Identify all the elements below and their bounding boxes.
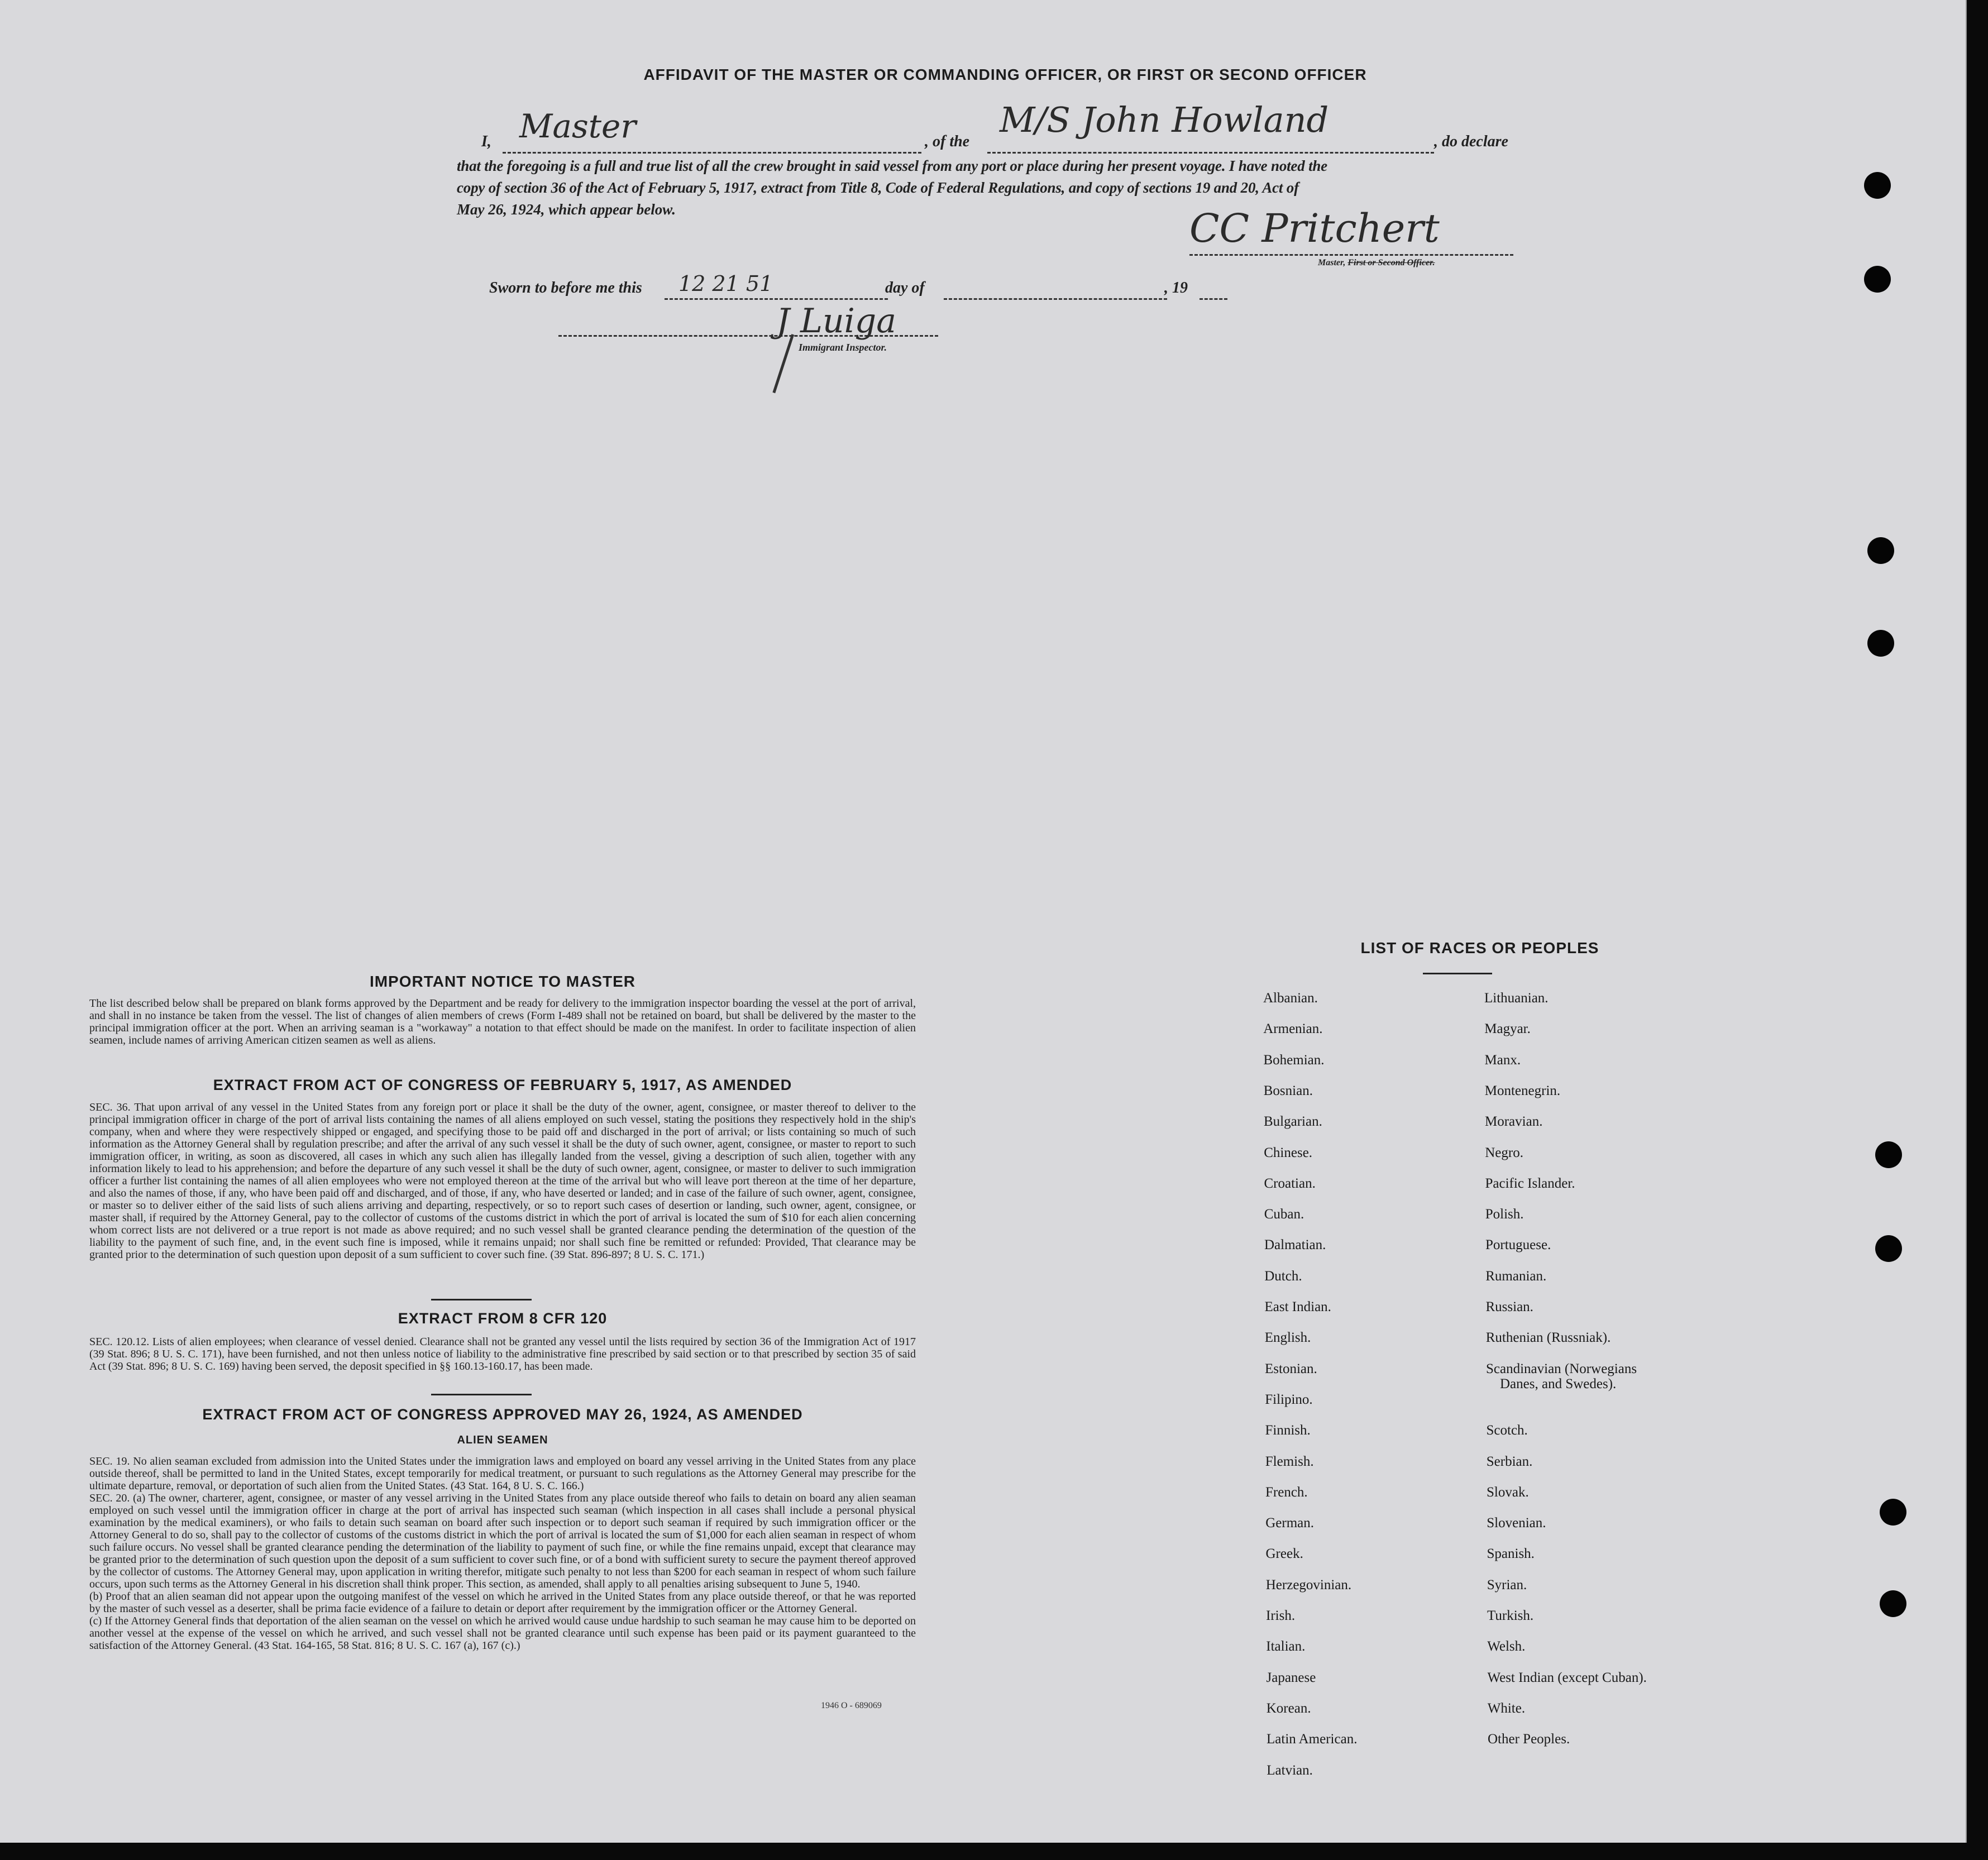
notice-title: IMPORTANT NOTICE TO MASTER [369, 973, 636, 990]
vessel-blank [987, 152, 1434, 154]
vessel-handwriting: M/S John Howland [1000, 99, 1329, 140]
divider-rule [431, 1299, 532, 1300]
i-label: I, [481, 133, 491, 150]
sec-20b: (b) Proof that an alien seaman did not appear upon the outgoing manifest of the vessel on which he arrived in the United States from any place outside thereof, or that he was reported by the master of such vessel as a deserter, shall be prima facie evidence of a failure to detain or deport after requirement by the immigration officer or the Attorney General. [89, 1590, 916, 1615]
race-item: Danes, and Swedes). [1500, 1376, 1617, 1392]
sec-20a: SEC. 20. (a) The owner, charterer, agent, consignee, or master of any vessel arriving in the United States from any place outside thereof who fails to detain on board any alien seaman employed on such vessel until the immigration officer in charge at the port of arrival has inspected such seaman (which inspection in all cases shall include a personal physical examination by the medical examiners), or who fails to detain such seaman on board after such inspection or to deport such seaman if required by such immigration officer or the Attorney General to do so, shall pay to the collector of customs of the customs district in which the port of arrival is located the sum of $1,000 for each alien seaman in respect of whom such failure occurs. No vessel shall be granted clearance pending the determination of the liability to payment of such fine, or while the fine remains unpaid, except that clearance may be granted prior to the determination of such question upon the deposit of a sum sufficient to cover such fine, or of a bond with sufficient surety to secure the payment thereof approved by the collector of customs. The Attorney General may, upon application in writing therefor, mitigate such penalty to not less than $200 for each seaman in respect of whom such failure occurs, upon such terms as the Attorney General in his discretion shall think proper. This section, as amended, shall apply to all penalties arising subsequent to June 5, 1940. [89, 1492, 916, 1590]
do-declare-label: , do declare [1434, 133, 1508, 150]
divider-rule [431, 1394, 532, 1395]
race-item: Rumanian. [1485, 1268, 1547, 1284]
sworn-date-handwriting: 12 21 51 [678, 271, 773, 296]
race-item: Dalmatian. [1264, 1237, 1326, 1253]
race-item: Ruthenian (Russniak). [1485, 1330, 1611, 1346]
race-item: Manx. [1484, 1052, 1521, 1068]
notice-body: The list described below shall be prepared on blank forms approved by the Department and be ready for delivery to the immigration inspector boarding the vessel at the port of arrival, and shall in no instance be taken from the vessel. The list of changes of alien members of crews (Form I-489 shall not be retained on board, but shall be delivered by the master to the principal immigration officer at the port. When an arriving seaman is a "workaway" a notation to that effect should be made on the manifest. In order to facilitate inspection of alien seamen, include names of arriving American citizen seamen as well as aliens. [89, 997, 916, 1046]
extract-1917-title: EXTRACT FROM ACT OF CONGRESS OF FEBRUARY 5, 1917, AS AMENDED [213, 1077, 792, 1093]
race-item: Pacific Islander. [1485, 1175, 1575, 1191]
binder-hole [1875, 1235, 1902, 1262]
race-item: German. [1265, 1515, 1315, 1531]
race-item: Armenian. [1263, 1021, 1323, 1037]
inspector-signature-stroke [772, 334, 800, 395]
race-item: Latvian. [1267, 1762, 1313, 1778]
race-item: Chinese. [1264, 1145, 1313, 1160]
race-item: Magyar. [1484, 1021, 1531, 1037]
race-item: Irish. [1266, 1608, 1296, 1623]
sec-19: SEC. 19. No alien seaman excluded from admission into the United States under the immigration laws and employed on board any vessel arriving in the United States from any place outside thereof, shall be permitted to land in the United States, except temporarily for medical treatment, or pursuant to such regulations as the Attorney General may prescribe for the ultimate departure, removal, or deportation of such alien from the United States. (43 Stat. 164, 8 U. S. C. 166.) [89, 1455, 916, 1492]
affidavit-title: AFFIDAVIT OF THE MASTER OR COMMANDING OFFICER, OR FIRST OR SECOND OFFICER [643, 66, 1367, 83]
name-blank [503, 152, 921, 154]
year-blank [1200, 298, 1227, 300]
race-item: Moravian. [1485, 1114, 1543, 1130]
binder-hole [1867, 630, 1894, 657]
race-item: East Indian. [1264, 1299, 1331, 1314]
race-item: Welsh. [1487, 1639, 1526, 1655]
binder-hole [1864, 266, 1891, 293]
of-the-label: , of the [925, 133, 970, 150]
race-item: Greek. [1265, 1546, 1303, 1562]
race-item: Spanish. [1487, 1546, 1535, 1562]
master-signature-caption [1318, 258, 1435, 268]
race-item: Albanian. [1263, 991, 1318, 1006]
race-item: West Indian (except Cuban). [1487, 1670, 1647, 1685]
race-item: Filipino. [1265, 1392, 1313, 1407]
race-item: Slovak. [1487, 1484, 1529, 1500]
race-item: Finnish. [1265, 1423, 1311, 1438]
race-item: Scotch. [1486, 1423, 1528, 1438]
race-item: Lithuanian. [1484, 991, 1549, 1006]
sworn-label: Sworn to before me this [489, 279, 642, 297]
extract-8cfr-body: SEC. 120.12. Lists of alien employees; when clearance of vessel denied. Clearance shall not be granted any vessel until the lists required by section 36 of the Immigration Act of 1917 (39 Stat. 896; 8 U. S. C. 171), have been furnished, and not then unless notice of liability to the administrative fine prescribed by said section or to that prescribed by section 35 of said Act (39 Stat. 896; 8 U. S. C. 169) having been served, the deposit specified in §§ 160.13-160.17, has been made. [89, 1336, 916, 1373]
races-title: LIST OF RACES OR PEOPLES [1360, 939, 1599, 957]
race-item: Italian. [1266, 1639, 1306, 1655]
affidavit-body-line: copy of section 36 of the Act of February 5, 1917, extract from Title 8, Code of Federal Regulations, and copy of sections 19 and 20, Act of [457, 179, 1299, 196]
year-label: , 19 [1164, 279, 1188, 297]
race-item: French. [1265, 1484, 1308, 1500]
race-item: Korean. [1266, 1700, 1311, 1716]
name-handwriting: Master [519, 107, 637, 145]
binder-hole [1875, 1141, 1902, 1168]
race-item: Polish. [1485, 1207, 1524, 1222]
race-item: Latin American. [1267, 1732, 1358, 1747]
race-item: Slovenian. [1487, 1515, 1546, 1531]
affidavit-body-line: May 26, 1924, which appear below. [457, 201, 676, 218]
race-item: Syrian. [1487, 1577, 1527, 1593]
race-item: Other Peoples. [1488, 1732, 1570, 1747]
caption-master: Master, [1318, 258, 1346, 267]
race-item: Estonian. [1265, 1361, 1317, 1376]
extract-1924-body [89, 1455, 916, 1652]
race-item: Flemish. [1265, 1453, 1314, 1469]
month-blank [944, 298, 1167, 300]
race-item: Scandinavian (Norwegians [1486, 1361, 1637, 1376]
extract-8cfr-title: EXTRACT FROM 8 CFR 120 [398, 1310, 608, 1327]
affidavit-body-line: that the foregoing is a full and true list of all the crew brought in said vessel from any port or place during her present voyage. I have noted the [457, 157, 1327, 174]
race-item: English. [1264, 1330, 1311, 1346]
alien-seamen-subtitle: ALIEN SEAMEN [457, 1434, 548, 1446]
print-code: 1946 O - 689069 [821, 1701, 882, 1710]
race-item: Croatian. [1264, 1175, 1316, 1191]
extract-1917-body: SEC. 36. That upon arrival of any vessel in the United States from any foreign port or place it shall be the duty of the owner, agent, consignee, or master thereof to deliver to the principal immigration officer in charge of the port of arrival lists containing the names of all aliens employed on such vessel, stating the positions they respectively hold in the ship's company, when and where they were respectively shipped or engaged, and specifying those to be paid off and discharged in the port of arrival; or lists containing so much of such information as the Attorney General shall by regulation prescribe; and after the arrival of any such vessel it shall be the duty of such owner, agent, consignee, or master to report to such immigration officer, in writing, as soon as discovered, all cases in which any such alien has illegally landed from the vessel, giving a description of such alien, together with any information likely to lead to his apprehension; and before the departure of any such vessel it shall be the duty of such owner, agent, consignee, or master to deliver to such immigration officer a further list containing the names of all alien employees who were not employed thereon at the time of the arrival but who will leave port thereon at the time of her departure, and also the names of those, if any, who have been paid off and discharged, and of those, if any, who have deserted or landed; and in case of the failure of such owner, agent, consignee, or master so to deliver either of the said lists of such aliens arriving and departing, respectively, or so to report such cases of desertion or landing, such owner, agent, consignee, or master shall, if required by the Attorney General, pay to the collector of customs of the customs district in which the port of arrival is located the sum of $10 for each alien concerning whom correct lists are not delivered or a true report is not made as above required; and no such vessel shall be granted clearance pending the determination of the question of the liability to the payment of such fine, and, in the event such fine is imposed, while it remains unpaid; nor shall such fine be remitted or refunded: Provided, That clearance may be granted prior to the determination of such question upon deposit of a sum sufficient to cover such fine. (39 Stat. 896-897; 8 U. S. C. 171.) [89, 1101, 916, 1261]
master-signature: CC Pritchert [1189, 205, 1440, 251]
race-item: Bohemian. [1263, 1052, 1325, 1068]
binder-hole [1880, 1499, 1906, 1526]
race-item: Negro. [1485, 1145, 1523, 1160]
race-item: Turkish. [1487, 1608, 1534, 1623]
master-signature-blank [1189, 254, 1513, 256]
race-item: Herzegovinian. [1265, 1577, 1352, 1593]
sec-20c: (c) If the Attorney General finds that deportation of the alien seaman on the vessel on which he arrived would cause undue hardship to such seaman he may cause him to be deported on another vessel at the expense of the vessel on which he arrived, and such vessel shall not be granted clearance until such expense has been paid or its payment guaranteed to the satisfaction of the Attorney General. (43 Stat. 164-165, 58 Stat. 816; 8 U. S. C. 167 (a), 167 (c).) [89, 1615, 916, 1652]
inspector-caption: Immigrant Inspector. [799, 342, 887, 353]
inspector-signature: J Luiga [776, 302, 896, 341]
race-item: Russian. [1485, 1299, 1533, 1314]
sworn-date-blank [665, 298, 888, 300]
race-item: Serbian. [1486, 1453, 1533, 1469]
binder-hole [1864, 172, 1891, 199]
race-item: White. [1487, 1700, 1526, 1716]
day-of-label: day of [885, 279, 925, 297]
race-item: Bosnian. [1263, 1083, 1313, 1098]
race-item: Cuban. [1264, 1207, 1304, 1222]
binder-hole [1880, 1590, 1906, 1617]
binder-hole [1867, 537, 1894, 564]
race-item: Dutch. [1264, 1268, 1302, 1284]
race-item: Japanese [1266, 1670, 1316, 1685]
race-item: Portuguese. [1485, 1237, 1551, 1253]
divider-rule [1423, 973, 1492, 974]
extract-1924-title: EXTRACT FROM ACT OF CONGRESS APPROVED MAY 26, 1924, AS AMENDED [202, 1406, 803, 1423]
race-item: Bulgarian. [1264, 1114, 1322, 1130]
caption-struck-officer: First or Second Officer. [1347, 258, 1435, 267]
race-item: Montenegrin. [1484, 1083, 1561, 1098]
